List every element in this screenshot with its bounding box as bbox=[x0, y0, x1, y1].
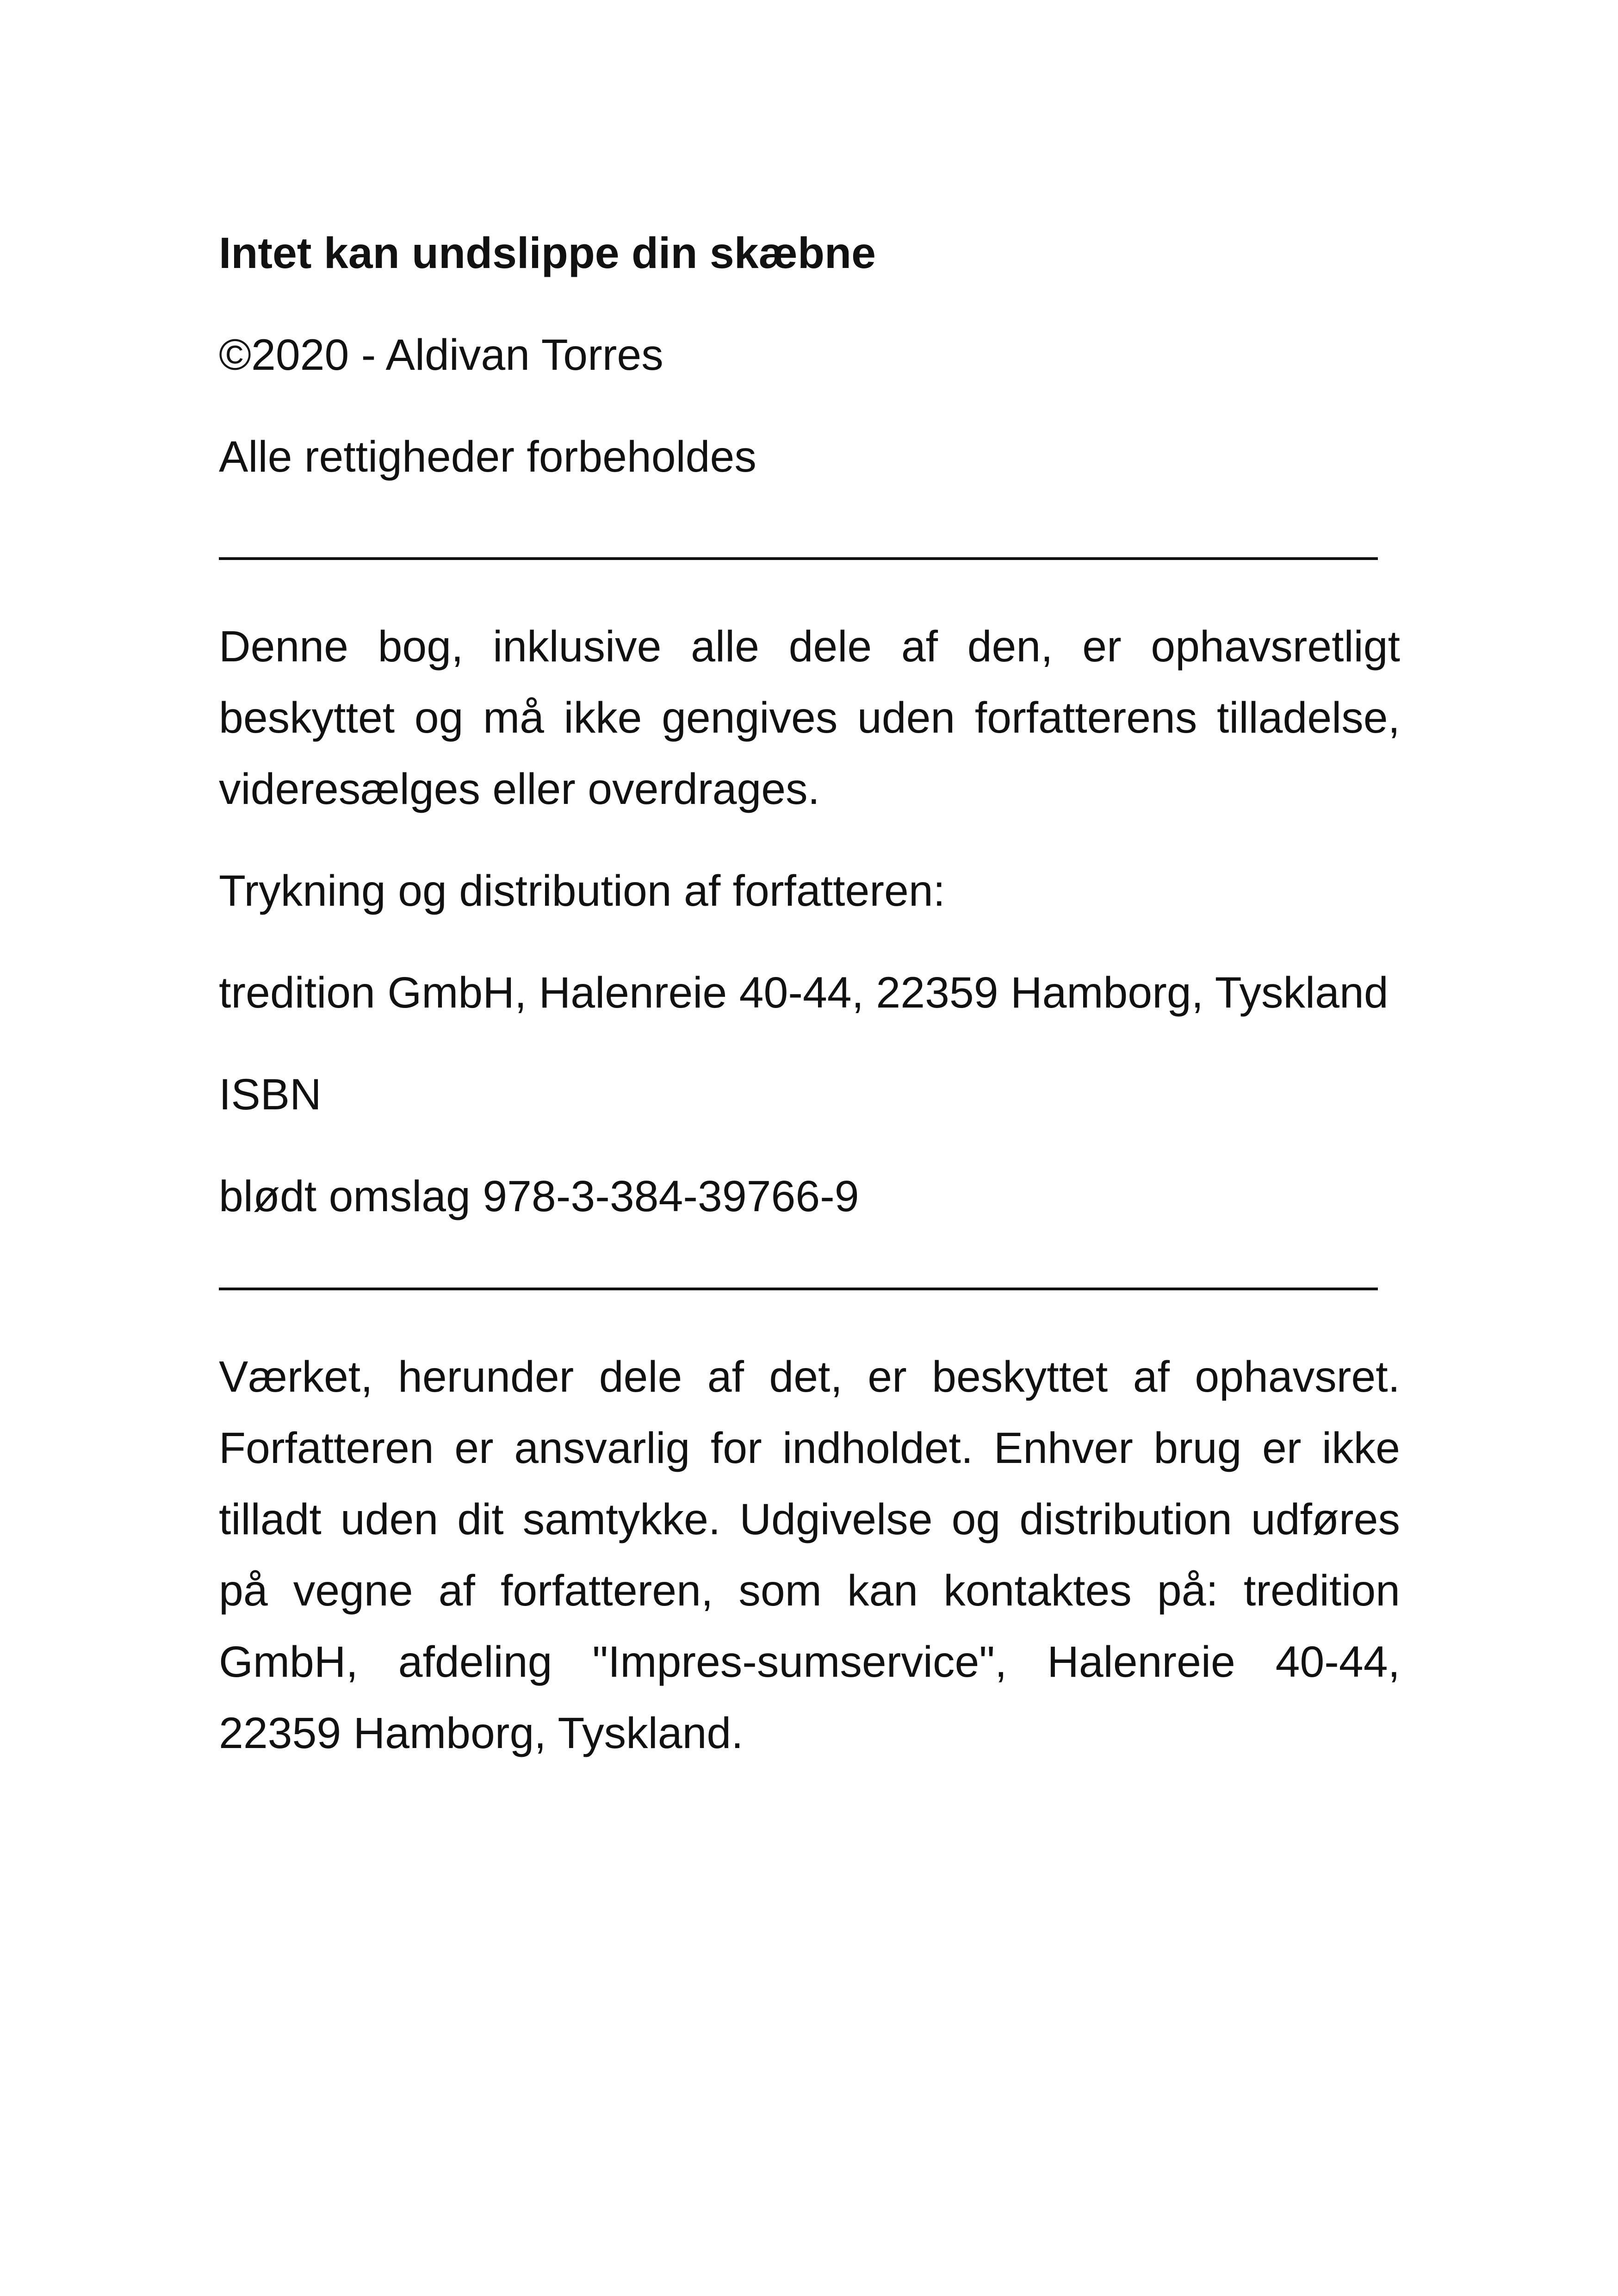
book-title: Intet kan undslippe din skæbne bbox=[219, 229, 876, 278]
legal-paragraph: Værket, herunder dele af det, er beskyttet af ophavsret. Forfatteren er ansvarlig for indholdet. Enhver brug er ikke tilladt uden dit samtykke. Udgivelse og distribution udføres på vegne af forfatteren, som kan kontaktes på: tredition GmbH, afdeling "Impres-sumservice", Halenreie 40-44, 22359 Hamborg, Tyskland. bbox=[219, 1352, 1400, 1758]
protection-paragraph: Denne bog, inklusive alle dele af den, er ophavsretligt beskyttet og må ikke gengives uden forfatterens tilladelse, videresælges eller overdrages. bbox=[219, 622, 1400, 814]
publisher-address: tredition GmbH, Halenreie 40-44, 22359 Hamborg, Tyskland bbox=[219, 968, 1389, 1017]
copyright-line: ©2020 - Aldivan Torres bbox=[219, 330, 663, 380]
divider-top bbox=[219, 557, 1378, 560]
page-content bbox=[219, 218, 1400, 1799]
divider-bottom bbox=[219, 1288, 1378, 1290]
isbn-label: ISBN bbox=[219, 1070, 322, 1119]
isbn-softcover: blødt omslag 978-3-384-39766-9 bbox=[219, 1172, 859, 1221]
printing-label: Trykning og distribution af forfatteren: bbox=[219, 866, 946, 915]
rights-line: Alle rettigheder forbeholdes bbox=[219, 432, 756, 481]
